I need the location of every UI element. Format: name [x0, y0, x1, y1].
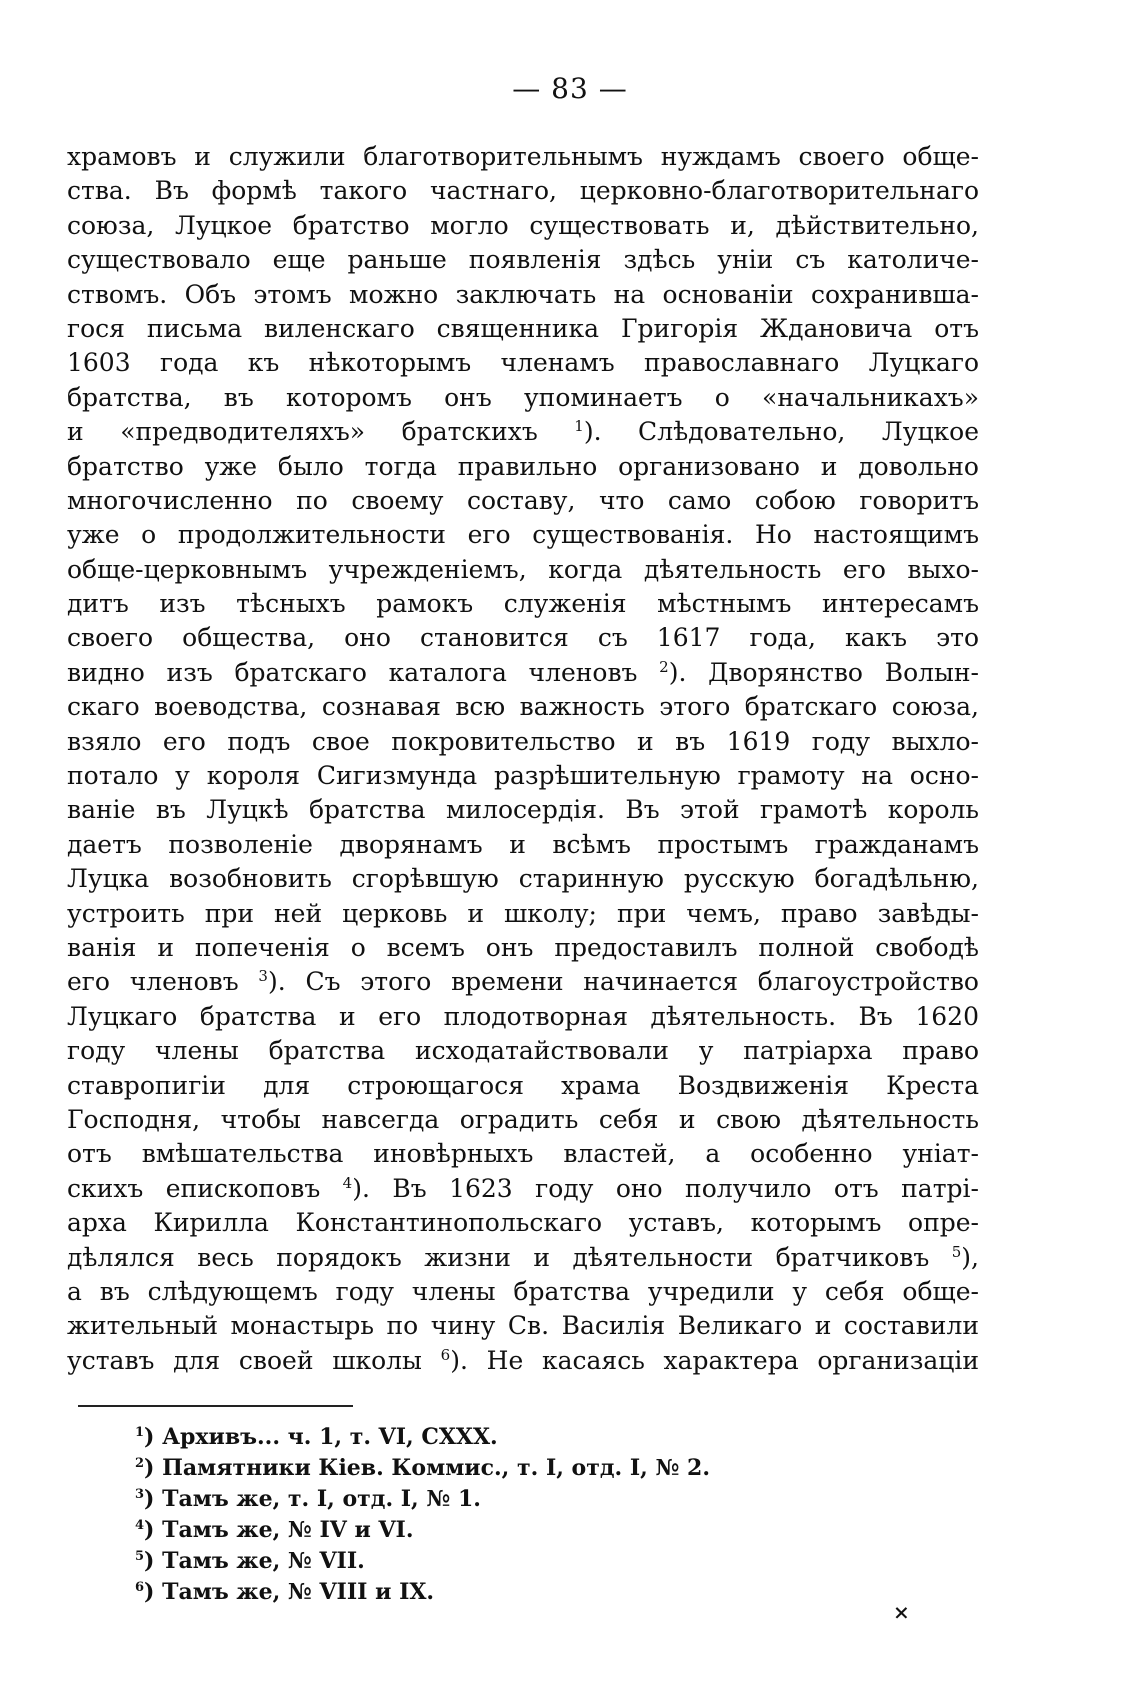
text-line: взяло его подъ свое покровительство и въ 1619 году выхло- — [67, 726, 979, 756]
text-line: ваніе въ Луцкѣ братства милосердія. Въ этой грамотѣ король — [67, 795, 979, 825]
text-line: своего общества, оно становится съ 1617 года, какъ это — [67, 623, 979, 653]
text-line: существовало еще раньше появленія здѣсь уніи съ католиче- — [67, 245, 979, 275]
page-number: — 83 — — [512, 72, 628, 105]
text-line: ванія и попеченія о всемъ онъ предоставилъ полной свободѣ — [67, 932, 979, 962]
footnote-number: 4 — [135, 1518, 145, 1533]
footnote-item — [135, 1577, 835, 1608]
footnote-number: 5 — [135, 1549, 145, 1564]
footnote-item — [135, 1484, 835, 1515]
text-line: и «предводителяхъ» братскихъ $^1$). Слѣдовательно, Луцкое — [67, 417, 980, 447]
text-line: скихъ епископовъ $^4$). Въ 1623 году оно получило отъ патрі- — [67, 1173, 979, 1203]
text-line: устроить при ней церковь и школу; при чемъ, право завѣды- — [67, 898, 979, 928]
text-line: году члены братства исходатайствовали у патріарха право — [67, 1036, 979, 1066]
text-line: братства, въ которомъ онъ упоминаетъ о «начальникахъ» — [67, 382, 979, 412]
printer-mark: × — [893, 1600, 910, 1624]
text-line: а въ слѣдующемъ году члены братства учредили у себя обще- — [67, 1276, 979, 1306]
footnote-text: ) Тамъ же, т. I, отд. I, № 1. — [144, 1486, 481, 1512]
text-line: уставъ для своей школы $^6$). Не касаясь характера организаціи — [67, 1345, 979, 1375]
text-line: многочисленно по своему составу, что само собою говоритъ — [67, 485, 979, 515]
text-line: 1603 года къ нѣкоторымъ членамъ православнаго Луцкаго — [67, 348, 979, 378]
footnote-number: 6 — [135, 1580, 145, 1595]
footnote-text: ) Памятники Кіев. Коммис., т. I, отд. I, № 2. — [144, 1455, 710, 1481]
footnote-ref: 4 — [342, 1173, 353, 1192]
text-line: отъ вмѣшательства иновѣрныхъ властей, а особенно уніат- — [67, 1139, 979, 1169]
text-line: гося письма виленскаго священника Григорія Ждановича отъ — [67, 313, 979, 343]
text-line: жительный монастырь по чину Св. Василія Великаго и составили — [67, 1311, 979, 1341]
text-line: Господня, чтобы навсегда оградить себя и свою дѣятельность — [67, 1104, 979, 1134]
text-line: Луцкаго братства и его плодотворная дѣятельность. Въ 1620 — [67, 1001, 979, 1031]
body-text — [67, 140, 979, 1378]
text-line: потало у короля Сигизмунда разрѣшительную грамоту на осно- — [67, 761, 979, 791]
text-line: его членовъ $^3$). Съ этого времени начинается благоустройство — [67, 967, 979, 997]
footnote-ref: 3 — [258, 967, 268, 986]
footnote-ref: 1 — [574, 417, 584, 436]
text-line: ствомъ. Объ этомъ можно заключать на основаніи сохранивша- — [67, 279, 979, 309]
footnote-number: 1 — [135, 1425, 145, 1440]
footnote-item — [135, 1515, 835, 1546]
footnote-text: ) Тамъ же, № VII. — [144, 1548, 365, 1574]
footnote-number: 2 — [135, 1456, 145, 1471]
footnote-text: ) Тамъ же, № VIII и IX. — [144, 1579, 435, 1605]
footnote-item — [135, 1453, 835, 1484]
text-line: братство уже было тогда правильно организовано и довольно — [67, 451, 979, 481]
footnote-ref: 6 — [440, 1345, 451, 1364]
footnote-number: 3 — [135, 1487, 145, 1502]
text-line: арха Кирилла Константинопольскаго уставъ, которымъ опре- — [67, 1208, 979, 1238]
text-line: дитъ изъ тѣсныхъ рамокъ служенія мѣстнымъ интересамъ — [67, 589, 979, 619]
text-line: дѣлялся весь порядокъ жизни и дѣятельности братчиковъ $^5$), — [67, 1242, 979, 1272]
text-line: видно изъ братскаго каталога членовъ $^2$). Дворянство Волын- — [67, 657, 980, 687]
text-line: ставропигіи для строющагося храма Воздвиженія Креста — [67, 1070, 979, 1100]
footnotes — [135, 1422, 835, 1608]
text-line: храмовъ и служили благотворительнымъ нуждамъ своего обще- — [67, 142, 979, 171]
footnote-item — [135, 1422, 835, 1453]
text-line: уже о продолжительности его существованія. Но настоящимъ — [67, 520, 979, 550]
footnote-text: ) Архивъ... ч. 1, т. VI, CXXX. — [144, 1424, 498, 1450]
footnote-ref: 5 — [951, 1242, 962, 1261]
footnote-text: ) Тамъ же, № IV и VI. — [144, 1517, 414, 1543]
text-line: даетъ позволеніе дворянамъ и всѣмъ простымъ гражданамъ — [67, 829, 979, 859]
footnote-ref: 2 — [659, 657, 669, 676]
text-line: союза, Луцкое братство могло существовать и, дѣйствительно, — [67, 210, 979, 240]
footnote-separator — [78, 1405, 353, 1407]
text-line: обще-церковнымъ учрежденіемъ, когда дѣятельность его выхо- — [67, 554, 979, 584]
text-line: Луцка возобновить сгорѣвшую старинную русскую богадѣльню, — [67, 864, 979, 894]
text-line: ства. Въ формѣ такого частнаго, церковно-благотворительнаго — [67, 176, 979, 206]
text-line: скаго воеводства, сознавая всю важность этого братскаго союза, — [67, 692, 979, 722]
footnote-item — [135, 1546, 835, 1577]
